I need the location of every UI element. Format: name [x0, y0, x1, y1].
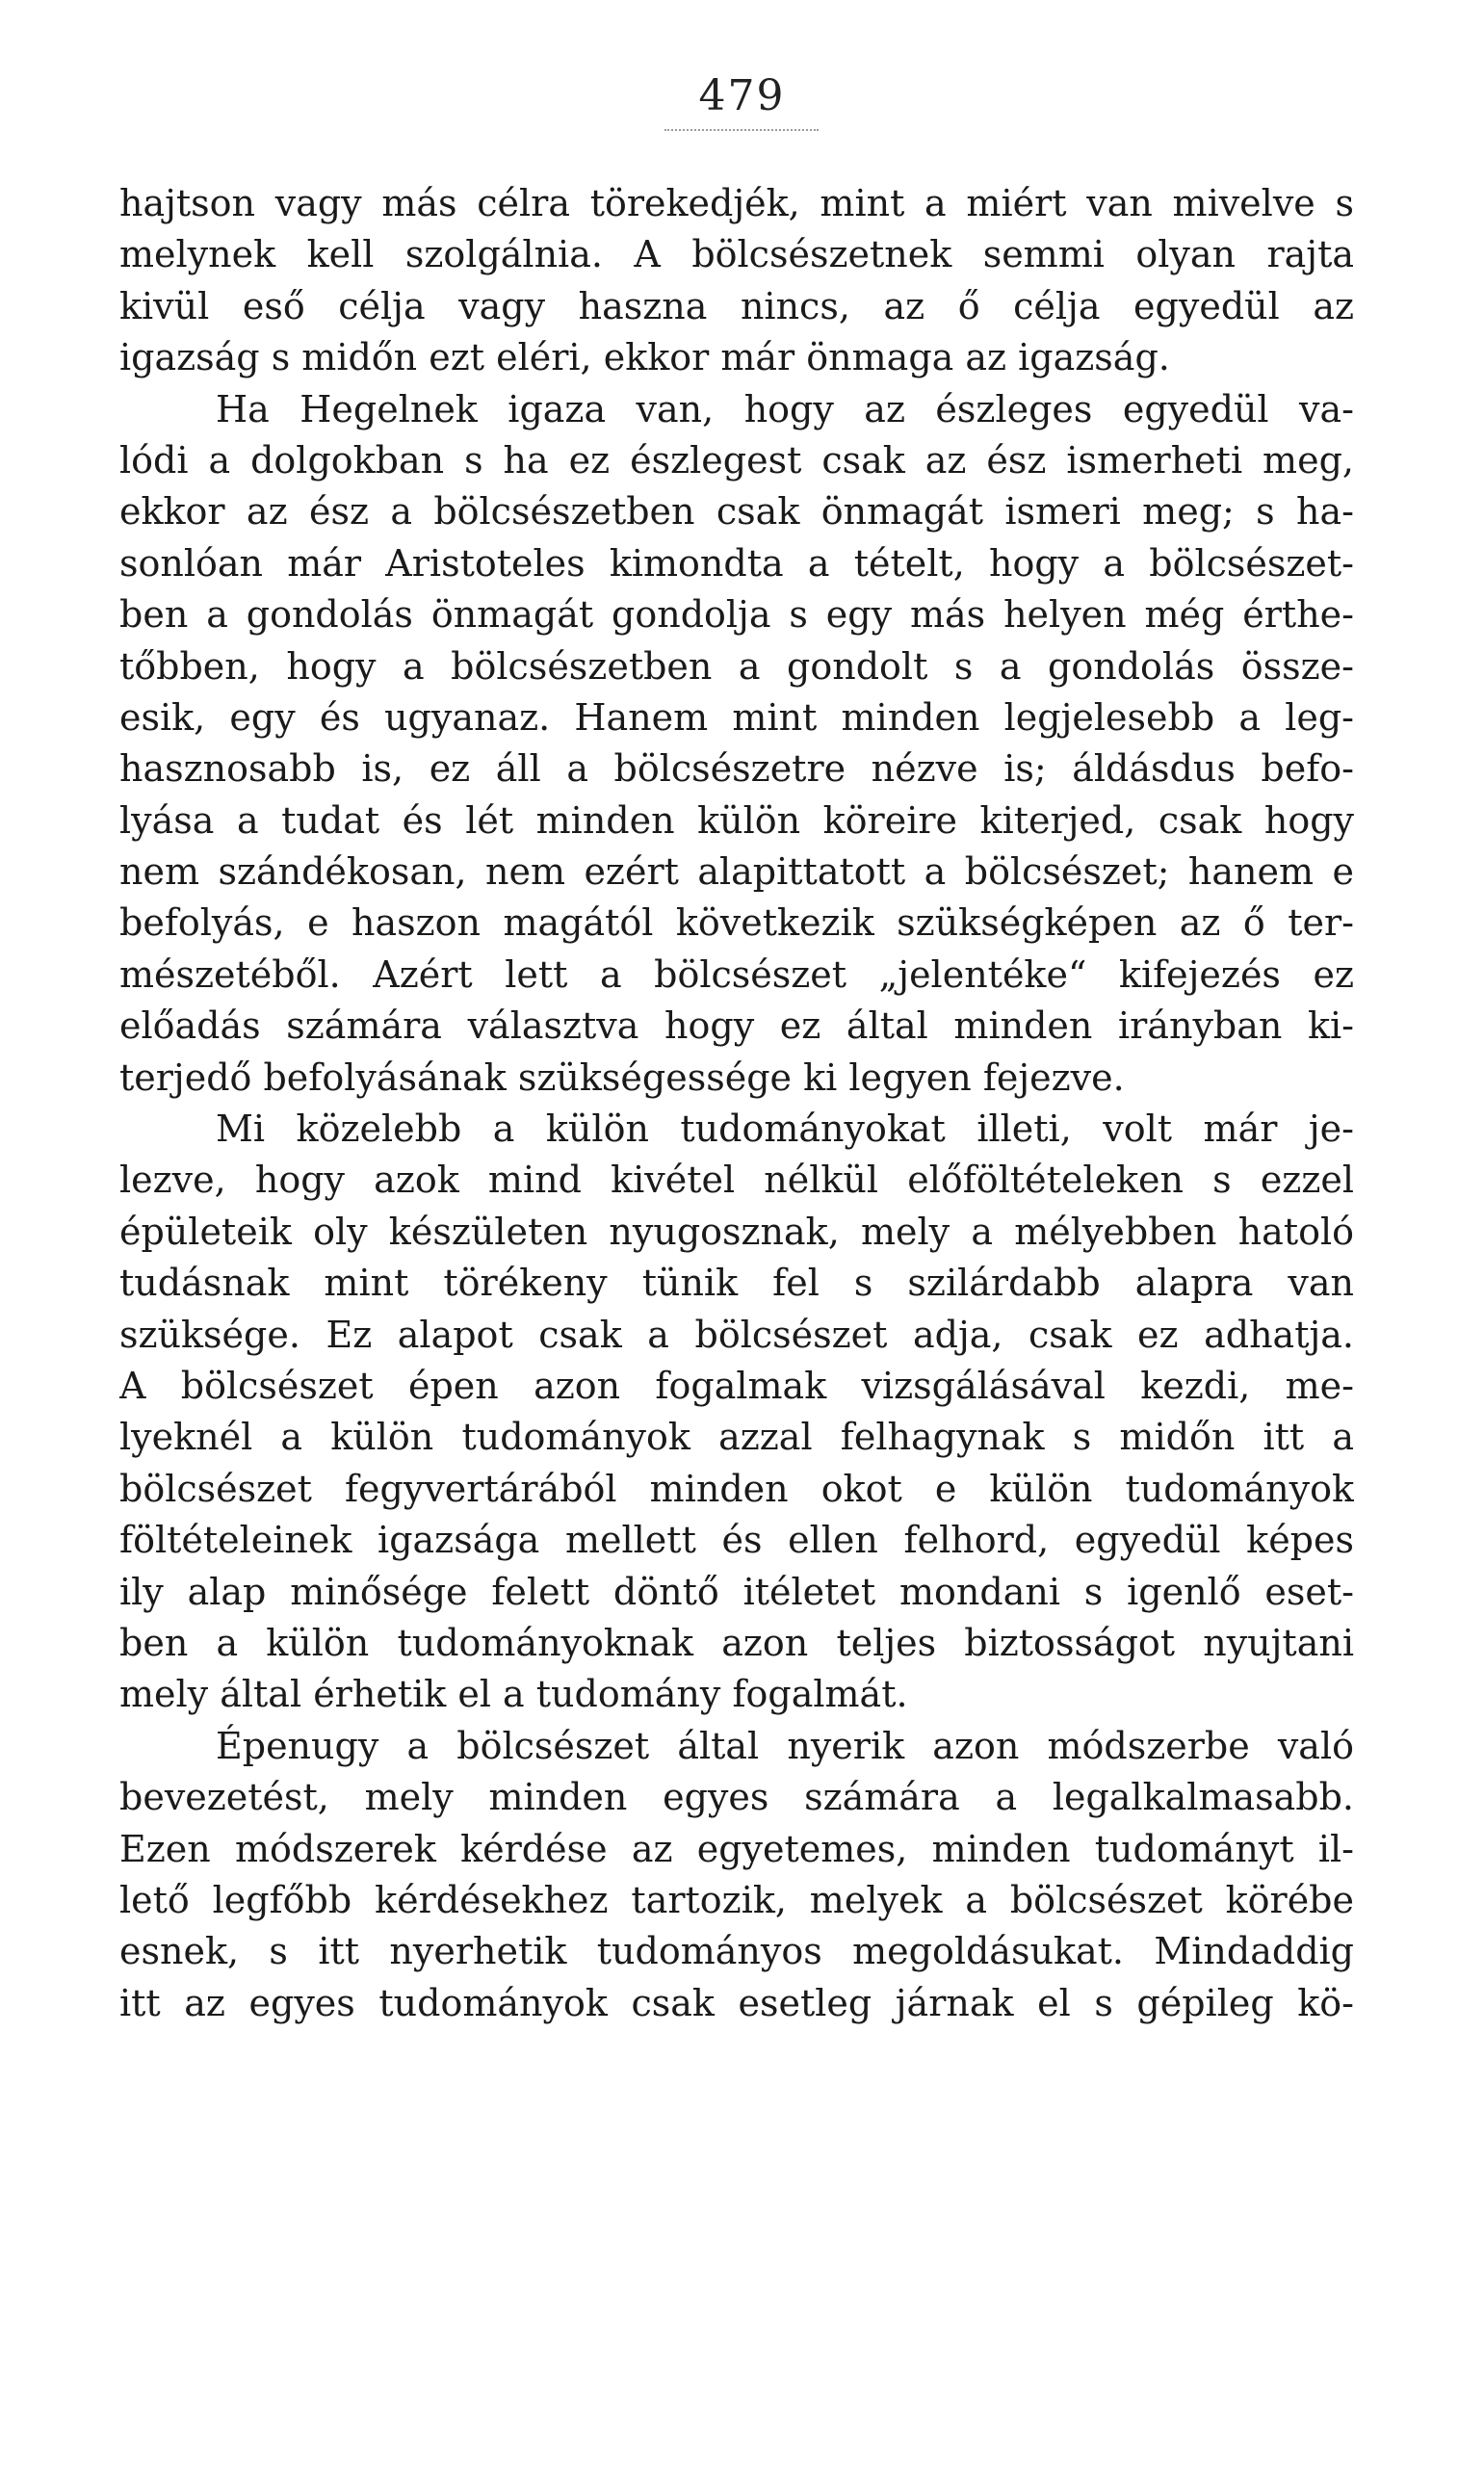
text-line: sonlóan már Aristoteles kimondta a tételt, hogy a bölcsészet-: [119, 541, 1354, 585]
text-line: bölcsészet fegyvertárából minden okot e külön tudományok: [119, 1467, 1354, 1510]
text-line: esik, egy és ugyanaz. Hanem mint minden legjelesebb a leg-: [119, 695, 1354, 739]
text-line: szüksége. Ez alapot csak a bölcsészet adja, csak ez adhatja.: [119, 1313, 1354, 1356]
text-line: ily alap minősége felett döntő itéletet mondani s igenlő eset-: [119, 1570, 1354, 1613]
text-line: igazság s midőn ezt eléri, ekkor már önmaga az igazság.: [119, 336, 1170, 379]
text-line: lető legfőbb kérdésekhez tartozik, melyek a bölcsészet körébe: [119, 1878, 1354, 1921]
text-line: lyása a tudat és lét minden külön köreire kiterjed, csak hogy: [119, 798, 1354, 842]
text-line: befolyás, e haszon magától következik szükségképen az ő ter-: [119, 901, 1354, 945]
text-line: mészetéből. Azért lett a bölcsészet „jelentéke“ kifejezés ez: [119, 952, 1354, 996]
text-line: ben a külön tudományoknak azon teljes biztosságot nyujtani: [119, 1621, 1354, 1664]
page-number: 479: [698, 71, 786, 120]
text-line: lyeknél a külön tudományok azzal felhagynak s midőn itt a: [119, 1416, 1354, 1459]
text-line: kivül eső célja vagy haszna nincs, az ő célja egyedül az: [119, 284, 1354, 327]
text-line: lezve, hogy azok mind kivétel nélkül előföltételeken s ezzel: [119, 1159, 1354, 1202]
text-line: Mi közelebb a külön tudományokat illeti, volt már je-: [216, 1108, 1354, 1151]
text-line: mely által érhetik el a tudomány fogalmát.: [119, 1673, 908, 1716]
text-line: hasznosabb is, ez áll a bölcsészetre nézve is; áldásdus befo-: [119, 747, 1354, 791]
text-line: tőbben, hogy a bölcsészetben a gondolt s a gondolás össze-: [119, 644, 1354, 688]
page-number-rule: [664, 129, 819, 131]
text-line: melynek kell szolgálnia. A bölcsészetnek semmi olyan rajta: [119, 233, 1354, 276]
text-line: itt az egyes tudományok csak esetleg járnak el s gépileg kö-: [119, 1981, 1354, 2024]
text-line: épületeik oly készületen nyugosznak, mely a mélyebben hatoló: [119, 1210, 1354, 1253]
text-line: ekkor az ész a bölcsészetben csak önmagát ismeri meg; s ha-: [119, 490, 1354, 534]
text-line: előadás számára választva hogy ez által minden irányban ki-: [119, 1004, 1354, 1048]
text-line: nem szándékosan, nem ezért alapittatott a bölcsészet; hanem e: [119, 850, 1354, 894]
text-line: hajtson vagy más célra törekedjék, mint a miért van mivelve s: [119, 182, 1354, 224]
text-line: bevezetést, mely minden egyes számára a legalkalmasabb.: [119, 1776, 1354, 1819]
text-line: lódi a dolgokban s ha ez észlegest csak az ész ismerheti meg,: [119, 438, 1354, 482]
text-line: Ezen módszerek kérdése az egyetemes, minden tudományt il-: [119, 1827, 1354, 1870]
text-line: A bölcsészet épen azon fogalmak vizsgálásával kezdi, me-: [119, 1364, 1354, 1407]
text-line: terjedő befolyásának szükségessége ki legyen fejezve.: [119, 1056, 1125, 1099]
text-line: ben a gondolás önmagát gondolja s egy más helyen még érthe-: [119, 593, 1354, 637]
text-line: tudásnak mint törékeny tünik fel s szilárdabb alapra van: [119, 1262, 1354, 1305]
text-line: esnek, s itt nyerhetik tudományos megoldásukat. Mindaddig: [119, 1930, 1354, 1973]
text-line: Épenugy a bölcsészet által nyerik azon módszerbe való: [216, 1724, 1354, 1767]
text-line: föltételeinek igazsága mellett és ellen felhord, egyedül képes: [119, 1519, 1354, 1562]
text-line: Ha Hegelnek igaza van, hogy az észleges egyedül va-: [216, 387, 1354, 430]
body-text: [119, 178, 1354, 2029]
